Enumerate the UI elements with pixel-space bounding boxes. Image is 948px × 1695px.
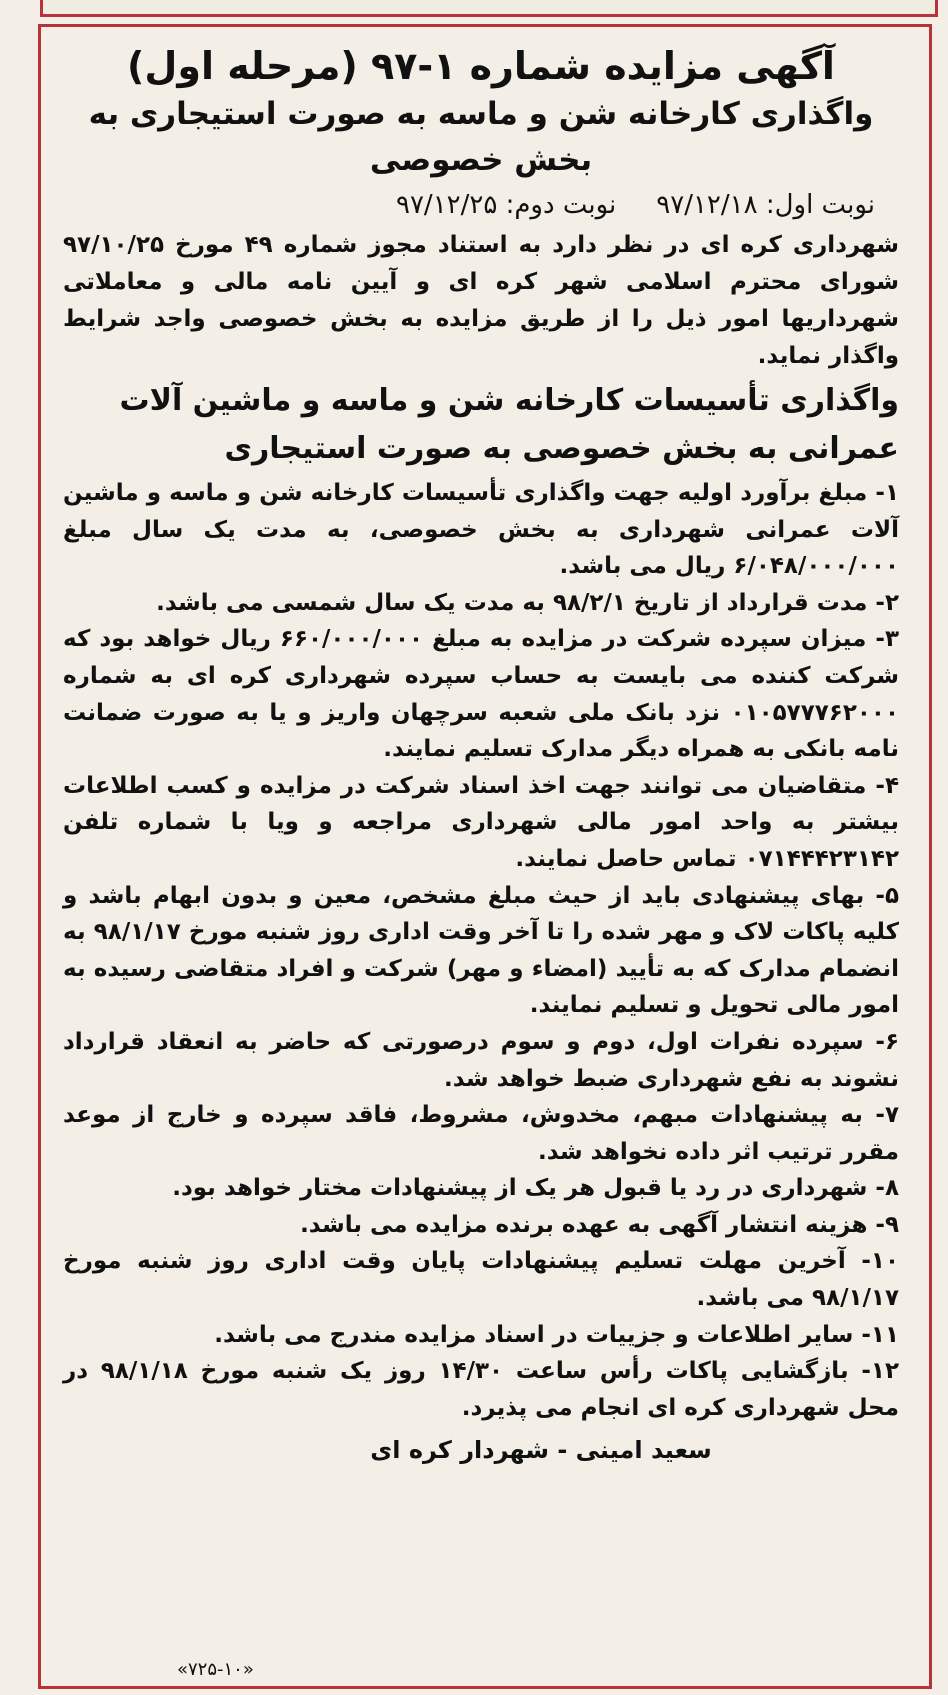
list-item: ۸- شهرداری در رد یا قبول هر یک از پیشنهادات مختار خواهد بود. [172, 1175, 899, 1202]
list-item: ۱۲- بازگشایی پاکات رأس ساعت ۱۴/۳۰ روز یک شنبه مورخ ۹۸/۱/۱۸ در محل شهرداری کره ای انجام می پذیرد. [63, 1358, 899, 1421]
signature: سعید امینی - شهردار کره ای [370, 1436, 712, 1465]
list-item: ۱- مبلغ برآورد اولیه جهت واگذاری تأسیسات کارخانه شن و ماسه و ماشین آلات عمرانی شهرداری به بخش خصوصی، به مدت یک سال مبلغ ۶/۰۴۸/۰۰۰/۰۰۰ ریال می باشد. [63, 480, 899, 580]
intro-paragraph: شهرداری کره ای در نظر دارد به استناد مجوز شماره ۴۹ مورخ ۹۷/۱۰/۲۵ شورای محترم اسلامی شهر کره ای و آیین نامه مالی و معاملاتی شهرداریها امور ذیل را از طریق مزایده به بخش خصوصی واجد شرایط واگذار نماید. [63, 232, 899, 369]
publication-dates [63, 185, 899, 225]
auction-notice [38, 24, 932, 1689]
second-publication-date: نوبت دوم: ۹۷/۱۲/۲۵ [396, 190, 617, 220]
list-item: ۷- به پیشنهادات مبهم، مخدوش، مشروط، فاقد سپرده و خارج از موعد مقرر ترتیب اثر داده نخواهد شد. [63, 1102, 899, 1165]
first-publication-date: نوبت اول: ۹۷/۱۲/۱۸ [656, 190, 875, 220]
list-item: ۵- بهای پیشنهادی باید از حیث مبلغ مشخص، معین و بدون ابهام باشد و کلیه پاکات لاک و مهر شده را تا آخر وقت اداری روز شنبه مورخ ۹۸/۱/۱۷ به انضمام مدارک که به تأیید (امضاء و مهر) شرکت و افراد متقاضی رسیده به امور مالی تحویل و تسلیم نمایند. [63, 882, 899, 1019]
list-item: ۳- میزان سپرده شرکت در مزایده به مبلغ ۶۶۰/۰۰۰/۰۰۰ ریال خواهد بود که شرکت کننده می بایست به حساب سپرده شهرداری کره ای به شماره ۰۱۰۵۷۷۷۶۲۰۰۰ نزد بانک ملی شعبه سرچهان واریز و یا به صورت ضمانت نامه بانکی به همراه دیگر مدارک تسلیم نمایند. [63, 626, 899, 763]
list-item: ۶- سپرده نفرات اول، دوم و سوم درصورتی که حاضر به انعقاد قرارداد نشوند به نفع شهرداری ضبط خواهد شد. [63, 1028, 899, 1092]
section-heading: واگذاری تأسیسات کارخانه شن و ماسه و ماشین آلات عمرانی به بخش خصوصی به صورت استیجاری [119, 383, 899, 466]
list-item: ۹- هزینه انتشار آگهی به عهده برنده مزایده می باشد. [300, 1211, 899, 1238]
ad-code: «۷۲۵-۱۰» [177, 1659, 254, 1680]
list-item: ۲- مدت قرارداد از تاریخ ۹۸/۲/۱ به مدت یک سال شمسی می باشد. [156, 589, 899, 616]
notice-title: آگهی مزایده شماره ۱-۹۷ (مرحله اول) [127, 44, 835, 88]
list-item: ۱۰- آخرین مهلت تسلیم پیشنهادات پایان وقت اداری روز شنبه مورخ ۹۸/۱/۱۷ می باشد. [63, 1248, 899, 1312]
previous-ad-border [40, 0, 938, 17]
list-item: ۴- متقاضیان می توانند جهت اخذ اسناد شرکت در مزایده و کسب اطلاعات بیشتر به واحد امور مالی شهرداری مراجعه و ویا با شماره تلفن ۰۷۱۴۴۴۲۳۱۴۲ تماس حاصل نمایند. [63, 772, 899, 872]
notice-subtitle: واگذاری کارخانه شن و ماسه به صورت استیجاری به بخش خصوصی [88, 96, 874, 178]
list-item: ۱۱- سایر اطلاعات و جزییات در اسناد مزایده مندرج می باشد. [214, 1321, 899, 1348]
